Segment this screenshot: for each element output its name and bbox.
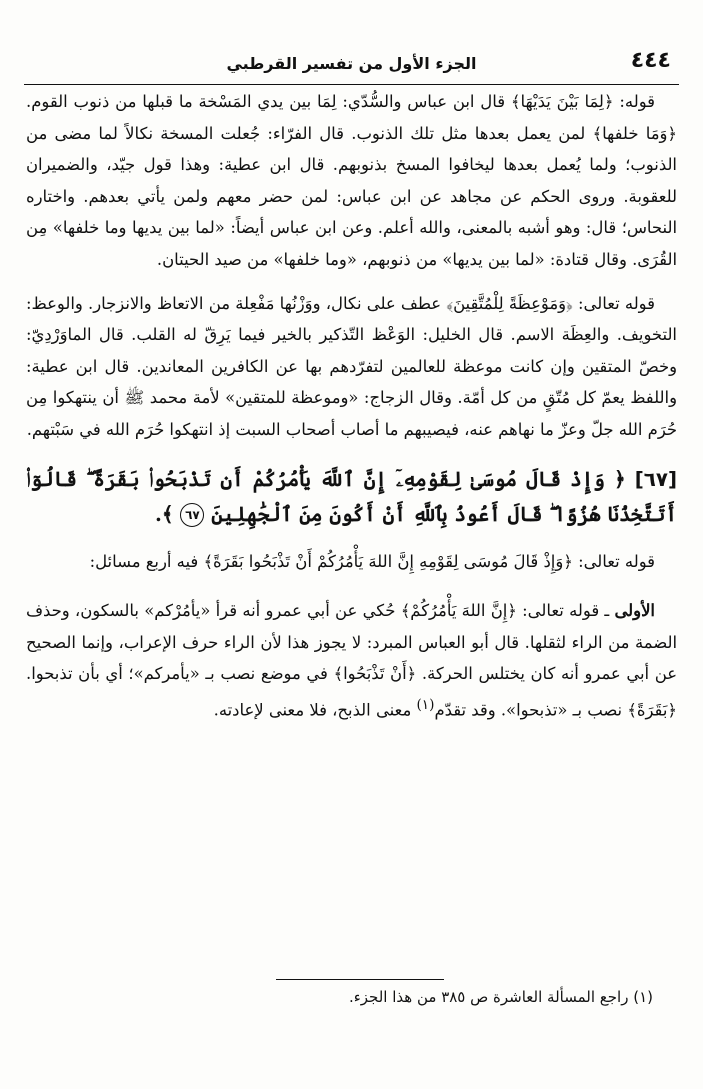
footnote-rule [276,979,444,980]
paragraph-masala-1 [26,595,677,726]
footnote: (١) راجع المسألة العاشرة ص ٣٨٥ من هذا الجزء. [348,988,653,1006]
masala-tail-end: معنى الذبح، فلا معنى لإعادته. [213,700,417,720]
paragraph: قوله تعالى: ﴿وَإِذْ قَالَ مُوسَى لِقَوْمِهِ إِنَّ اللهَ يَأْمُرُكُمْ أَنْ تَذْبَحُوا بَقَرَةً﴾ فيه أربع مسائل: [89,551,655,571]
masala-tail: وقد تقدّم [434,700,496,720]
masala-heading: الأولى [614,601,655,621]
page-number: ٤٤٤ [630,48,671,73]
verse-number: [٦٧] [634,467,677,491]
footnote-ref[interactable]: (١) [416,696,435,713]
paragraph: قوله تعالى: ﴿وَمَوْعِظَةً لِلْمُتَّقِينَ﴾ عطف على نكال، ووَزْنُها مَفْعِلة من الاتعاظ والانزجار. والوعظ: التخويف. والعِظَة الاسم. قال الخليل: الوَعْظ التّذكير بالخير فيما يَرِقّ له القلب. قال الماوَرْدِيّ: وخصّ المتقين وإن كانت موعظة للعالمين لتفرّدهم بها عن الكافرين المعاندين. قال ابن عطية: واللفظ يعمّ كل مُتّقٍ من كل أمّة. وقال الزجاج: «وموعظة للمتقين» لأمة محمد ﷺ أن ينتهكوا مِن حُرَم الله جلّ وعزّ ما نهاهم عنه، فيصيبهم ما أصاب أصحاب السبت إذ انتهكوا حُرَم الله في سَبْتهم. [26,293,677,439]
page-header [24,44,679,85]
quran-verse [26,462,677,532]
running-title: الجزء الأول من تفسير القرطبي [226,54,477,73]
paragraph: قوله: ﴿لِمَا بَيْنَ يَدَيْهَا﴾ قال ابن عباس والسُّدّي: لِمَا بين يدي المَسْخة ما قبلها من ذنوب القوم. ﴿وَمَا خلفها﴾ لمن يعمل بعدها مثل تلك الذنوب. قال الفرّاء: جُعلت المسخة نكالاً لما مضى من الذنوب؛ ولما يُعمل بعدها ليخافوا المسخ بذنوبهم. قال ابن عطية: وهذا قول جيّد، والضميران للعقوبة. وروى الحكم عن مجاهد عن ابن عباس: لمن حضر معهم ولمن يأتي بعدهم. واختاره النحاس؛ قال: وهو أشبه بالمعنى، والله أعلم. وعن ابن عباس أيضاً: «لما بين يديها وما خلفها» مِن القُرَى. وقال قتادة: «لما بين يديها» من ذنوبهم، «وما خلفها» من صيد الحيتان. [26,92,677,269]
masala-text: ـ قوله تعالى: ﴿إِنَّ اللهَ يَأْمُرُكُمْ﴾ حُكي عن أبي عمرو أنه قرأ «يأمُرْكم» بالسكون، وحذف الضمة من الراء لثقلها. قال أبو العباس المبرد: لا يجوز هذا لأن الراء حرف الإعراب، وإنما الصحيح عن أبي عمرو أنه كان يختلس الحركة. ﴿أَنْ تَذْبَحُوا﴾ في موضع نصب بـ «يأمركم»؛ أي بأن تذبحوا. ﴿بَقَرَةً﴾ نصب بـ «تذبحوا». [26,601,677,720]
verse-close: ﴾. [155,501,174,526]
main-text [26,86,677,726]
verse-text: ﴿ وَإِذْ قَالَ مُوسَىٰ لِقَوْمِهِۦٓ إِنَّ ٱللَّهَ يَأْمُرُكُمْ أَن تَذْبَحُوا۟ بَقَرَةً ۖ قَالُوٓا۟ أَتَتَّخِذُنَا هُزُوًا ۖ قَالَ أَعُوذُ بِٱللَّهِ أَنْ أَكُونَ مِنَ ٱلْجَٰهِلِينَ [26,466,677,526]
ayah-end-marker: ٦٧ [180,503,204,527]
